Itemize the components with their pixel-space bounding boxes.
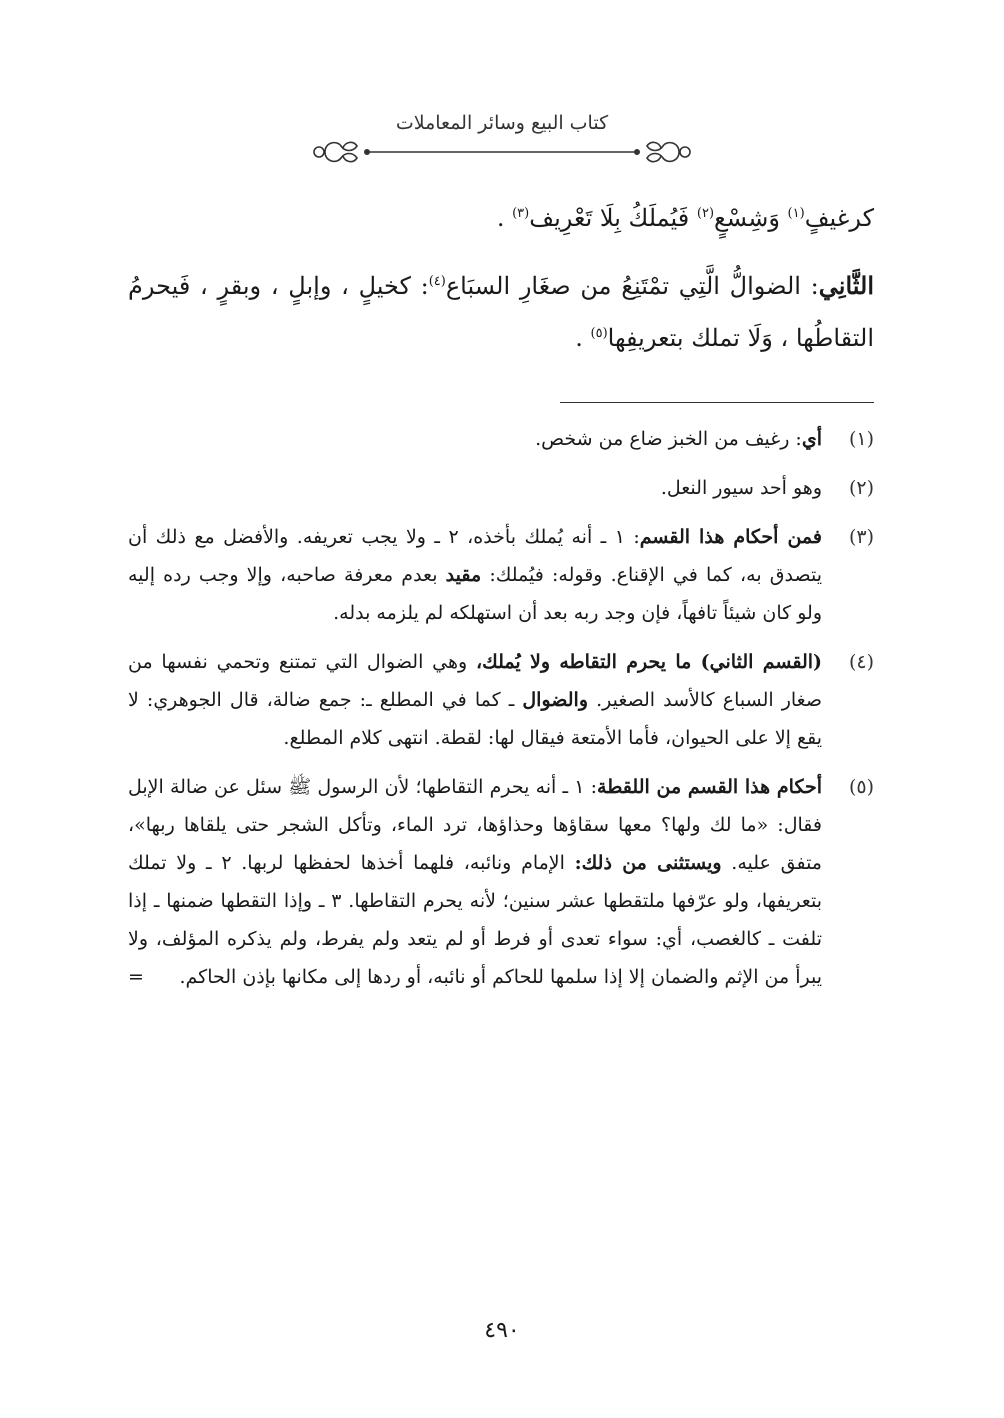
- footnote-separator: [560, 402, 874, 403]
- page-number: ٤٩٠: [484, 1318, 520, 1343]
- footnote-number: (٤): [848, 651, 874, 673]
- continuation-mark: =: [128, 966, 144, 988]
- footnote-1: (١) أي: رغيف من الخبز ضاع من شخص.: [128, 420, 874, 458]
- footnote-ref-4[interactable]: (٤): [428, 274, 446, 289]
- footnote-ref-3[interactable]: (٣): [512, 206, 530, 221]
- footnote-number: (١): [848, 428, 874, 450]
- running-header: [0, 112, 1004, 134]
- header-ornament-icon: [305, 134, 699, 170]
- footnote-number: (٢): [848, 477, 874, 499]
- main-paragraph-1: كرغيفٍ$^{(١)}$ وَشِسْعٍ$^{(٢)}$ فَيُملَكُ بِلَا تَعْرِيف$^{(٣)}$ .: [496, 204, 874, 232]
- header-title: كتاب البيع وسائر المعاملات: [395, 112, 609, 134]
- footnote-number: (٥): [848, 776, 874, 798]
- footnote-4: (٤) (القسم الثاني) ما يحرم التقاطه ولا يُملك، وهي الضوال التي تمتنع وتحمي نفسها من صغار السباع كالأسد الصغير. والضوال ـ كما في المطلع ـ: جمع ضالة، قال الجوهري: لا يقع إلا على الحيوان، فأما الأمتعة فيقال لها: لقطة. انتهى كلام المطلع.: [128, 643, 874, 757]
- footnote-ref-1[interactable]: (١): [787, 206, 805, 221]
- footnote-2: (٢) وهو أحد سيور النعل.: [128, 469, 874, 507]
- footnotes: [128, 420, 874, 996]
- footnote-ref-2[interactable]: (٢): [696, 206, 715, 221]
- main-text: [128, 192, 874, 364]
- footnote-ref-5[interactable]: (٥): [590, 326, 608, 341]
- footnote-5: (٥) أحكام هذا القسم من اللقطة: ١ ـ أنه يحرم التقاطها؛ لأن الرسول ﷺ سئل عن ضالة الإبل فقال: «ما لك ولها؟ معها سقاؤها وحذاؤها، ترد الماء، وتأكل الشجر حتى يلقاها ربها»، متفق عليه. ويستثنى من ذلك: الإمام ونائبه، فلهما أخذها لحفظها لربها. ٢ ـ ولا تملك بتعريفها، ولو عرّفها ملتقطها عشر سنين؛ لأنه يحرم التقاطها. ٣ ـ وإذا التقطها ضمنها ـ إذا تلفت ـ كالغصب، أي: سواء تعدى أو فرط أو لم يتعد ولم يفرط، ولم يذكره المؤلف، ولا يبرأ من الإثم والضمان إلا إذا سلمها للحاكم أو نائبه، أو ردها إلى مكانها بإذن الحاكم. =: [128, 768, 874, 996]
- footnote-3: (٣) فمن أحكام هذا القسم: ١ ـ أنه يُملك بأخذه، ٢ ـ ولا يجب تعريفه. والأفضل مع ذلك أن يتصدق به، كما في الإقناع. وقوله: فيُملك: مقيد بعدم معرفة صاحبه، وإلا وجب رده إليه ولو كان شيئاً تافهاً، فإن وجد ربه بعد أن استهلكه لم يلزمه بدله.: [128, 518, 874, 632]
- main-paragraph-2: الثَّانِي: الضوالُّ الَّتِي تمْتَنِعُ من صغَارِ السبَاع$^{(٤)}$: كخيلٍ ، وإبلٍ ، وبقرٍ ، فَيحرمُ التقاطُها ، وَلَا تملك بتعريفِها$^{(٥)}$ .: [128, 271, 874, 352]
- footnote-number: (٣): [848, 526, 874, 548]
